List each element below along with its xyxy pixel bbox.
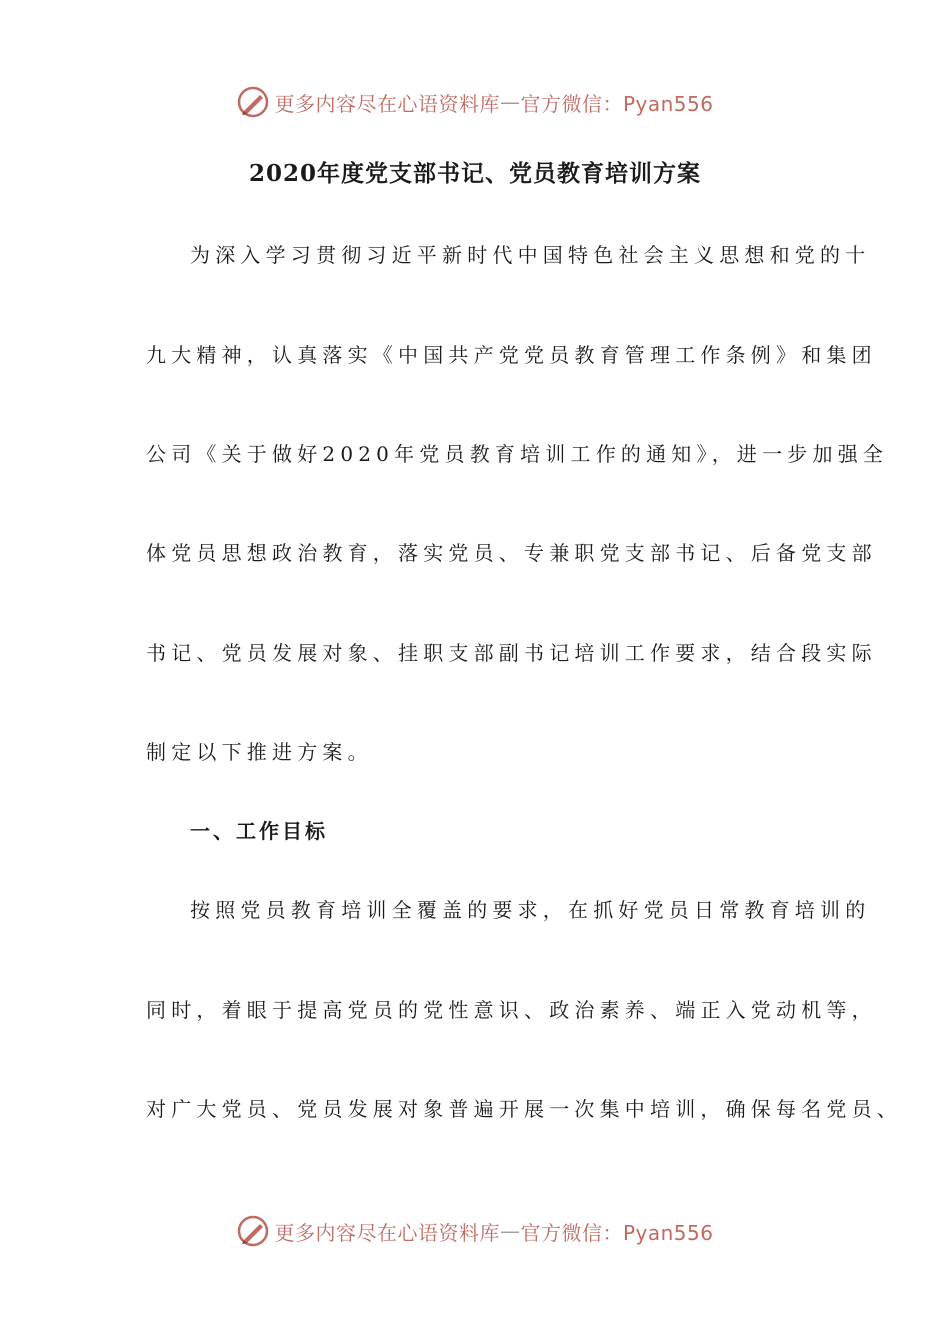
watermark-dash: — [499, 1219, 521, 1243]
watermark-suffix: 官方微信：Pyan556 [520, 91, 714, 116]
watermark-main: 更多内容尽在心语资料库 [274, 91, 500, 116]
pen-logo-icon [236, 1214, 270, 1248]
section-heading: 一、工作目标 [190, 819, 328, 843]
watermark-suffix: 官方微信：Pyan556 [520, 1220, 714, 1245]
header-watermark [0, 82, 950, 122]
paragraph-line: 对广大党员、党员发展对象普遍开展一次集中培训，确保每名党员、 [146, 1097, 902, 1121]
paragraph-line: 体党员思想政治教育，落实党员、专兼职党支部书记、后备党支部 [146, 541, 877, 565]
paragraph-line: 同时，着眼于提高党员的党性意识、政治素养、端正入党动机等， [146, 998, 877, 1022]
pen-logo-icon [236, 85, 270, 119]
paragraph-line: 制定以下推进方案。 [146, 740, 373, 764]
paragraph-line: 书记、党员发展对象、挂职支部副书记培训工作要求，结合段实际 [146, 641, 877, 665]
watermark-main: 更多内容尽在心语资料库 [274, 1220, 500, 1245]
paragraph-line: 为深入学习贯彻习近平新时代中国特色社会主义思想和党的十 [190, 243, 871, 267]
paragraph-line: 按照党员教育培训全覆盖的要求，在抓好党员日常教育培训的 [190, 898, 871, 922]
footer-watermark [0, 1211, 950, 1251]
paragraph-line: 公司《关于做好2020年党员教育培训工作的通知》，进一步加强全 [146, 442, 889, 466]
paragraph-line: 九大精神，认真落实《中国共产党党员教育管理工作条例》和集团 [146, 343, 877, 367]
watermark-dash: — [499, 90, 521, 114]
document-title: 2020年度党支部书记、党员教育培训方案 [248, 160, 701, 187]
